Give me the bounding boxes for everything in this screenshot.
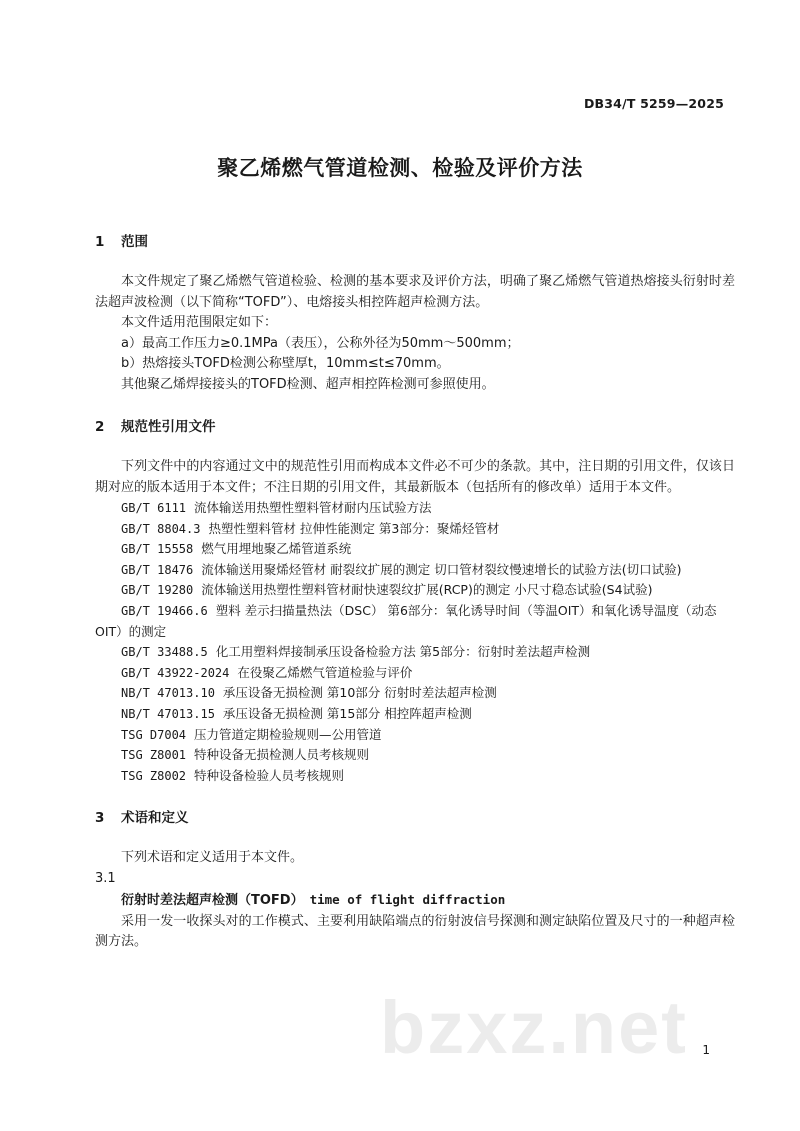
- reference-name: 热塑性塑料管材 拉伸性能测定 第3部分：聚烯烃管材: [208, 520, 500, 536]
- reference-item: [95, 539, 735, 560]
- term-number: 3.1: [95, 870, 116, 886]
- section-number: 2: [95, 419, 105, 435]
- reference-item: [95, 519, 735, 540]
- reference-list: [95, 498, 735, 786]
- reference-name: 流体输送用热塑性塑料管材耐内压试验方法: [194, 500, 432, 515]
- page-number: 1: [702, 1043, 710, 1057]
- section-number: 3: [95, 810, 105, 827]
- document-body: [95, 232, 735, 953]
- reference-item: [95, 642, 735, 663]
- reference-code: GB/T 43922-2024: [121, 665, 230, 680]
- reference-item: [95, 601, 735, 642]
- reference-name: 承压设备无损检测 第15部分 相控阵超声检测: [222, 705, 472, 721]
- reference-item: [95, 704, 735, 725]
- reference-item: [95, 725, 735, 746]
- reference-item: [95, 580, 735, 601]
- reference-code: GB/T 19466.6: [121, 603, 208, 618]
- term-title: [95, 889, 735, 912]
- section-3-heading: [95, 808, 735, 828]
- document-title: 聚乙烯燃气管道检测、检验及评价方法: [217, 156, 583, 180]
- reference-code: TSG D7004: [121, 727, 187, 742]
- scope-paragraph-1: 本文件规定了聚乙烯燃气管道检验、检测的基本要求及评价方法，明确了聚乙烯燃气管道热熔接头衍射时差法超声波检测（以下简称“TOFD”）、电熔接头相控阵超声检测方法。: [95, 274, 735, 310]
- reference-name: 特种设备检验人员考核规则: [194, 767, 345, 783]
- reference-code: GB/T 19280: [121, 583, 194, 598]
- reference-item: [95, 663, 735, 684]
- reference-name: 流体输送用热塑性塑料管材耐快速裂纹扩展(RCP)的测定 小尺寸稳态试验(S4试验): [201, 582, 653, 598]
- term-english: time of flight diffraction: [309, 891, 506, 907]
- section-title: 术语和定义: [121, 810, 189, 827]
- scope-paragraph-2: 本文件适用范围限定如下：: [121, 315, 278, 330]
- reference-code: GB/T 15558: [121, 542, 194, 557]
- reference-code: TSG Z8002: [121, 768, 187, 783]
- reference-item: [95, 683, 735, 704]
- reference-name: 特种设备无损检测人员考核规则: [194, 747, 370, 763]
- reference-name: 承压设备无损检测 第10部分 衍射时差法超声检测: [222, 685, 497, 701]
- reference-code: GB/T 18476: [121, 562, 194, 577]
- reference-item: [95, 560, 735, 581]
- section-title: 范围: [121, 234, 148, 250]
- term-definition: 采用一发一收探头对的工作模式、主要利用缺陷端点的衍射波信号探测和测定缺陷位置及尺寸的一种超声检测方法。: [95, 913, 735, 950]
- references-intro: 下列文件中的内容通过文中的规范性引用而构成本文件必不可少的条款。其中，注日期的引用文件，仅该日期对应的版本适用于本文件；不注日期的引用文件，其最新版本（包括所有的修改单）适用于本文件。: [95, 459, 735, 495]
- reference-name: 燃气用埋地聚乙烯管道系统: [201, 541, 352, 557]
- scope-item-b: b）热熔接头TOFD检测公称壁厚t，10mm≤t≤70mm。: [121, 356, 450, 371]
- reference-code: NB/T 47013.10: [121, 686, 215, 701]
- reference-item: [95, 745, 735, 766]
- reference-code: GB/T 8804.3: [121, 521, 201, 536]
- watermark-logo: bzxz.net: [380, 986, 688, 1069]
- reference-code: GB/T 33488.5: [121, 645, 208, 660]
- scope-paragraph-3: 其他聚乙烯焊接接头的TOFD检测、超声相控阵检测可参照使用。: [121, 376, 495, 392]
- section-number: 1: [95, 234, 105, 250]
- reference-name: 在役聚乙烯燃气管道检验与评价: [237, 664, 413, 680]
- reference-item: [95, 766, 735, 787]
- reference-name: 流体输送用聚烯烃管材 耐裂纹扩展的测定 切口管材裂纹慢速增长的试验方法(切口试验): [201, 561, 682, 577]
- reference-name: 压力管道定期检验规则—公用管道: [194, 726, 382, 742]
- reference-item: [95, 498, 735, 519]
- section-1-heading: [95, 232, 735, 252]
- standard-code: DB34/T 5259—2025: [583, 96, 724, 111]
- scope-item-a: a）最高工作压力≥0.1MPa（表压），公称外径为50mm～500mm；: [121, 335, 520, 351]
- reference-code: GB/T 6111: [121, 501, 187, 515]
- section-2-heading: [95, 417, 735, 437]
- reference-code: TSG Z8001: [121, 748, 187, 763]
- reference-code: NB/T 47013.15: [121, 706, 215, 721]
- section-title: 规范性引用文件: [121, 419, 216, 435]
- terms-intro: 下列术语和定义适用于本文件。: [121, 850, 304, 866]
- reference-name: 塑料 差示扫描量热法（DSC） 第6部分：氧化诱导时间（等温OIT）和氧化诱导温度（动态OIT）的测定: [95, 602, 717, 639]
- reference-name: 化工用塑料焊接制承压设备检验方法 第5部分：衍射时差法超声检测: [215, 644, 591, 660]
- term-chinese: 衍射时差法超声检测（TOFD）: [121, 892, 304, 908]
